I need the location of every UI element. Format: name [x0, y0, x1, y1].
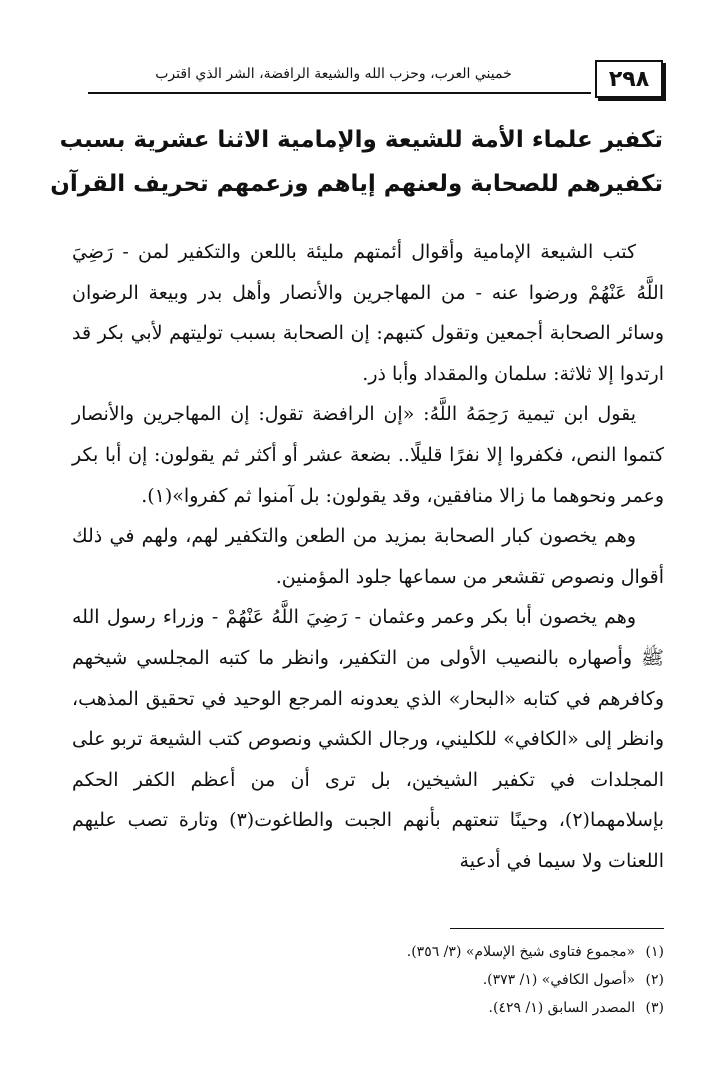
- paragraph: وهم يخصون أبا بكر وعمر وعثمان - رَضِيَ اللَّهُ عَنْهُمْ - وزراء رسول الله ﷺ وأصهاره بالنصيب الأولى من التكفير، وانظر ما كتبه المجلسي شيخهم وكافرهم في كتابه «البحار» الذي يعدونه المرجع الوحيد في تحقيق المذهب، وانظر إلى «الكافي» للكليني، ورجال الكشي ونصوص كتب الشيعة تربو على المجلدات في تكفير الشيخين، بل ترى أن من أعظم الكفر الحكم بإسلامهما(٢)، وحينًا تنعتهم بأنهم الجبت والطاغوت(٣) وتارة تصب عليهم اللعنات ولا سيما في أدعية: [72, 606, 664, 872]
- footnote: [72, 938, 664, 966]
- footnote: [72, 994, 664, 1022]
- footnote-text: «مجموع فتاوى شيخ الإسلام» (٣/ ٣٥٦).: [406, 944, 636, 960]
- footnote-text: «أصول الكافي» (١/ ٣٧٣).: [482, 972, 636, 988]
- paragraph: يقول ابن تيمية رَحِمَهُ اللَّهُ: «إن الرافضة تقول: إن المهاجرين والأنصار كتموا النص، فكفروا إلا نفرًا قليلًا.. بضعة عشر أو أكثر ثم يقولون: إن أبا بكر وعمر ونحوهما ما زالا منافقين، وقد يقولون: بل آمنوا ثم كفروا»(١).: [72, 403, 664, 507]
- body-text: [72, 232, 664, 882]
- heading-line-2: تكفيرهم للصحابة ولعنهم إياهم وزعمهم تحريف القرآن: [50, 171, 663, 197]
- running-header: [88, 60, 663, 102]
- page-number-box: ٢٩٨: [595, 60, 663, 98]
- running-title: خميني العرب، وحزب الله والشيعة الرافضة، الشر الذي اقترب: [155, 66, 512, 82]
- footnote-number: (٢): [645, 972, 664, 988]
- footnotes: [72, 938, 664, 1022]
- footnote-text: المصدر السابق (١/ ٤٢٩).: [488, 1000, 636, 1016]
- paragraph: وهم يخصون كبار الصحابة بمزيد من الطعن والتكفير لهم، ولهم في ذلك أقوال ونصوص تقشعر من سماعها جلود المؤمنين.: [72, 525, 664, 588]
- footnote-number: (١): [645, 944, 664, 960]
- heading-line-1: تكفير علماء الأمة للشيعة والإمامية الاثنا عشرية بسبب: [59, 127, 663, 153]
- footnote-rule: [450, 928, 664, 929]
- footnote-number: (٣): [645, 1000, 664, 1016]
- chapter-heading: [50, 118, 663, 206]
- header-rule: [88, 92, 591, 94]
- paragraph: كتب الشيعة الإمامية وأقوال أئمتهم مليئة باللعن والتكفير لمن - رَضِيَ اللَّهُ عَنْهُمْ ورضوا عنه - من المهاجرين والأنصار وأهل بدر وبيعة الرضوان وسائر الصحابة أجمعين وتقول كتبهم: إن الصحابة بسبب توليتهم لأبي بكر قد ارتدوا إلا ثلاثة: سلمان والمقداد وأبا ذر.: [72, 241, 664, 385]
- footnote: [72, 966, 664, 994]
